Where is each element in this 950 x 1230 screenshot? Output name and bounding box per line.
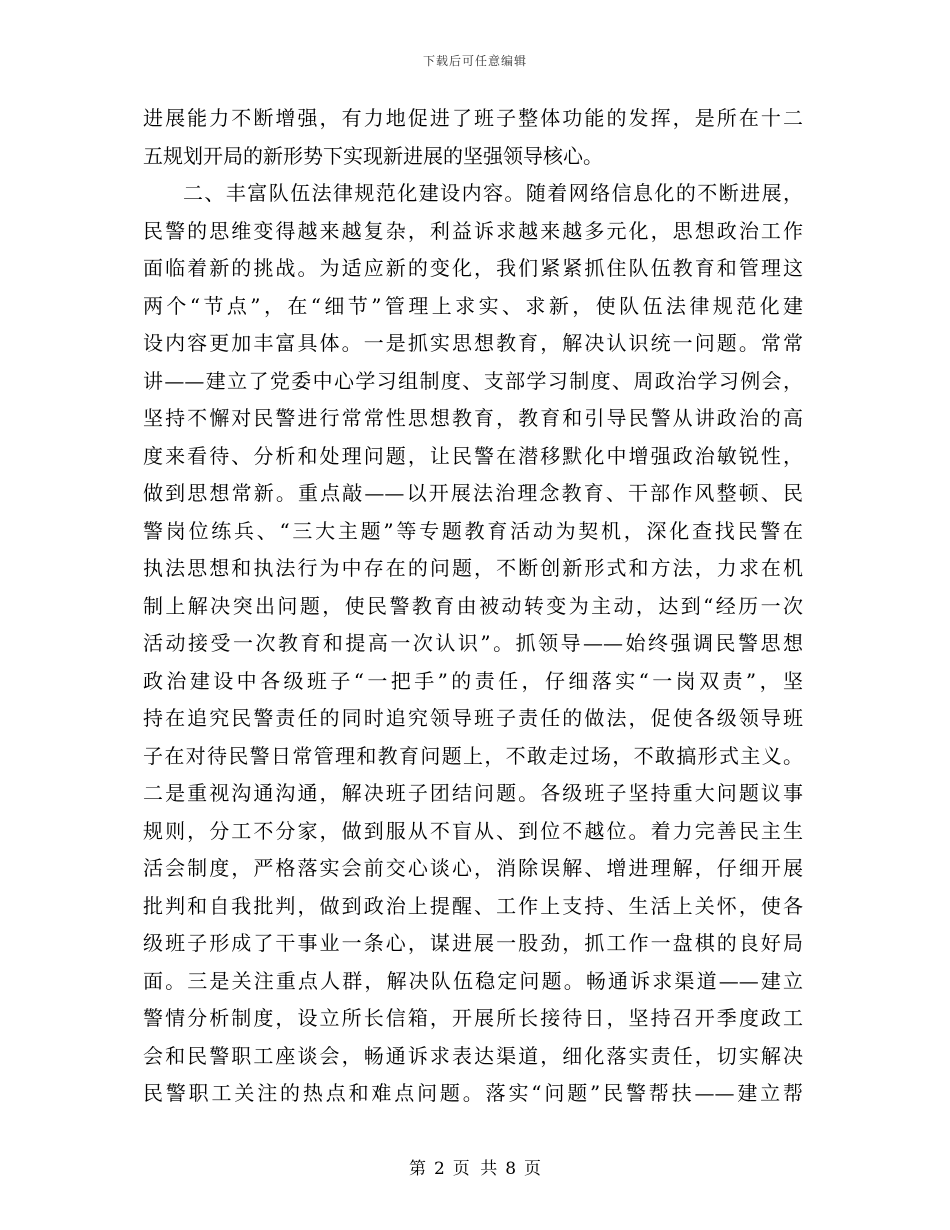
document-body [143,100,803,1113]
text-line: 政治建设中各级班子“一把手”的责任，仔细落实“一岗双责”，坚 [143,668,803,693]
text-line: 五规划开局的新形势下实现新进展的坚强领导核心。 [143,143,603,168]
text-line: 批判和自我批判，做到政治上提醒、工作上支持、生活上关怀，使各 [143,893,803,918]
page-number-prefix: 第 [408,1159,426,1179]
text-line: 民警的思维变得越来越复杂，利益诉求越来越多元化，思想政治工作 [143,218,803,243]
page-number-middle: 页 共 [452,1159,498,1179]
text-line: 执法思想和执法行为中存在的问题，不断创新形式和方法，力求在机 [143,556,803,580]
text-line: 持在追究民警责任的同时追究领导班子责任的做法，促使各级领导班 [143,706,803,730]
text-line: 警情分析制度，设立所长信箱，开展所长接待日，坚持召开季度政工 [143,1006,803,1030]
text-line: 做到思想常新。重点敲——以开展法治理念教育、干部作风整顿、民 [143,481,803,505]
text-line: 两个“节点”，在“细节”管理上求实、求新，使队伍法律规范化建 [143,293,803,318]
text-line: 活动接受一次教育和提高一次认识”。抓领导——始终强调民警思想 [143,631,803,655]
text-line: 二、丰富队伍法律规范化建设内容。随着网络信息化的不断进展， [183,181,803,205]
text-line: 级班子形成了干事业一条心，谋进展一股劲，抓工作一盘棋的良好局 [143,931,803,955]
text-line: 度来看待、分析和处理问题，让民警在潜移默化中增强政治敏锐性， [143,443,803,468]
text-line: 设内容更加丰富具体。一是抓实思想教育，解决认识统一问题。常常 [143,331,803,355]
text-line: 规则，分工不分家，做到服从不盲从、到位不越位。着力完善民主生 [143,818,803,843]
text-line: 讲——建立了党委中心学习组制度、支部学习制度、周政治学习例会， [143,368,803,393]
text-line: 面临着新的挑战。为适应新的变化，我们紧紧抓住队伍教育和管理这 [143,256,803,280]
text-line: 活会制度，严格落实会前交心谈心，消除误解、增进理解，仔细开展 [143,856,803,880]
page-header: 下载后可任意编辑 [422,54,527,68]
text-line: 面。三是关注重点人群，解决队伍稳定问题。畅通诉求渠道——建立 [143,968,803,993]
text-line: 民警职工关注的热点和难点问题。落实“问题”民警帮扶——建立帮 [143,1081,803,1105]
text-line: 进展能力不断增强，有力地促进了班子整体功能的发挥，是所在十二 [143,106,803,130]
page-footer [0,1154,950,1179]
page-number-total: 8 [505,1159,517,1179]
text-line: 坚持不懈对民警进行常常性思想教育，教育和引导民警从讲政治的高 [143,406,803,430]
text-line: 二是重视沟通沟通，解决班子团结问题。各级班子坚持重大问题议事 [143,781,803,805]
text-line: 会和民警职工座谈会，畅通诉求表达渠道，细化落实责任，切实解决 [143,1043,803,1068]
text-line: 制上解决突出问题，使民警教育由被动转变为主动，达到“经历一次 [143,593,803,618]
page-number-suffix: 页 [524,1159,542,1179]
text-line: 警岗位练兵、“三大主题”等专题教育活动为契机，深化查找民警在 [143,518,803,543]
text-line: 子在对待民警日常管理和教育问题上，不敢走过场，不敢搞形式主义。 [143,743,803,768]
page-number-current: 2 [433,1159,445,1179]
